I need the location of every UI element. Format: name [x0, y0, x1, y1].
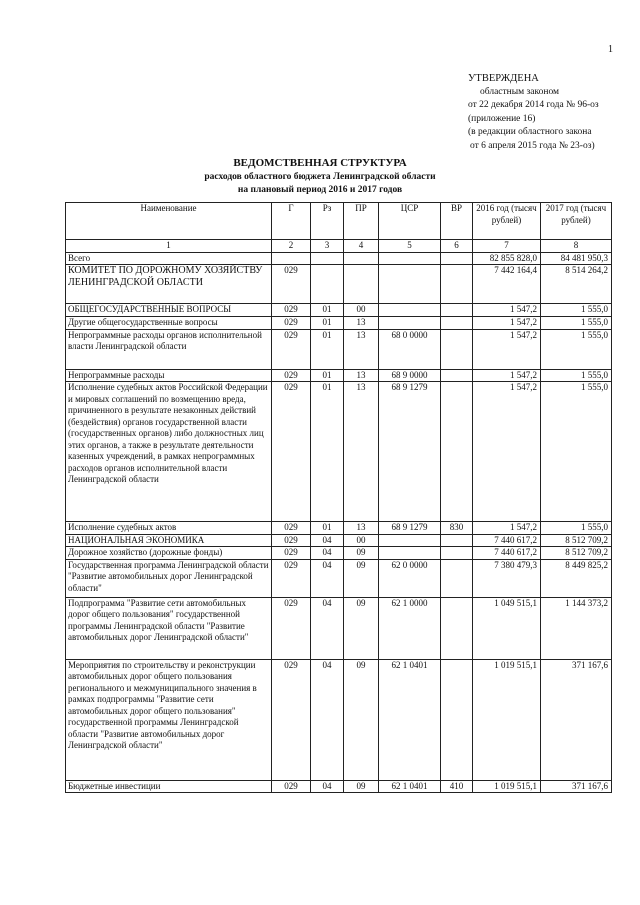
row-2017: 1 555,0: [541, 369, 612, 382]
row-pr: 09: [344, 547, 379, 560]
row-name: Бюджетные инвестиции: [66, 780, 272, 793]
row-vr: [441, 317, 473, 330]
row-pr: 09: [344, 780, 379, 793]
row-2016: 1 547,2: [473, 382, 541, 522]
row-csr: [379, 317, 441, 330]
table-row: [66, 317, 612, 330]
row-2017: 8 512 709,2: [541, 534, 612, 547]
row-rz: 04: [311, 780, 344, 793]
column-number: 8: [541, 240, 612, 253]
row-2016: 1 019 515,1: [473, 659, 541, 780]
row-g: 029: [272, 534, 311, 547]
row-vr: [441, 252, 473, 265]
row-pr: 00: [344, 534, 379, 547]
approval-line: от 22 декабря 2014 года № 96-оз: [468, 100, 599, 110]
column-number: 2: [272, 240, 311, 253]
row-rz: 01: [311, 304, 344, 317]
row-vr: [441, 369, 473, 382]
row-g: [272, 252, 311, 265]
document-title: ВЕДОМСТВЕННАЯ СТРУКТУРА: [233, 157, 407, 169]
row-2016: 7 380 479,3: [473, 559, 541, 597]
approval-line: (в редакции областного закона: [468, 127, 592, 137]
row-csr: [379, 304, 441, 317]
table-row: [66, 382, 612, 522]
row-2016: 1 547,2: [473, 369, 541, 382]
row-csr: 62 0 0000: [379, 559, 441, 597]
row-rz: 04: [311, 547, 344, 560]
header-2017: 2017 год (тысяч рублей): [541, 203, 612, 240]
row-2017: 1 144 373,2: [541, 597, 612, 659]
header-name: Наименование: [66, 203, 272, 240]
row-2017: 8 512 709,2: [541, 547, 612, 560]
row-pr: [344, 265, 379, 304]
row-g: 029: [272, 659, 311, 780]
row-csr: 68 0 0000: [379, 329, 441, 369]
row-csr: [379, 265, 441, 304]
column-number: 5: [379, 240, 441, 253]
row-g: 029: [272, 304, 311, 317]
document-period: на плановый период 2016 и 2017 годов: [237, 185, 403, 195]
row-2016: 82 855 828,0: [473, 252, 541, 265]
approval-line: УТВЕРЖДЕНА: [468, 73, 539, 84]
row-vr: [441, 382, 473, 522]
row-g: 029: [272, 559, 311, 597]
row-g: 029: [272, 522, 311, 535]
row-vr: [441, 265, 473, 304]
row-csr: 62 1 0401: [379, 780, 441, 793]
approval-stamp: [468, 72, 599, 153]
row-name: Государственная программа Ленинградской области "Развитие автомобильных дорог Ленинградской области": [66, 559, 272, 597]
column-number-row: [66, 240, 612, 253]
row-2016: 7 440 617,2: [473, 547, 541, 560]
row-vr: [441, 659, 473, 780]
header-row: [66, 203, 612, 240]
row-vr: 410: [441, 780, 473, 793]
row-name: КОМИТЕТ ПО ДОРОЖНОМУ ХОЗЯЙСТВУ ЛЕНИНГРАДСКОЙ ОБЛАСТИ: [66, 265, 272, 304]
row-rz: [311, 252, 344, 265]
row-name: Всего: [66, 252, 272, 265]
approval-line: областным законом: [480, 86, 560, 97]
table-row: [66, 534, 612, 547]
row-g: 029: [272, 780, 311, 793]
row-csr: 62 1 0000: [379, 597, 441, 659]
table-row: [66, 304, 612, 317]
table-row: [66, 522, 612, 535]
row-2017: 84 481 950,3: [541, 252, 612, 265]
table-row: [66, 559, 612, 597]
row-name: Дорожное хозяйство (дорожные фонды): [66, 547, 272, 560]
row-vr: [441, 304, 473, 317]
table-row: [66, 597, 612, 659]
row-pr: 09: [344, 559, 379, 597]
column-number: 1: [66, 240, 272, 253]
row-name: Исполнение судебных актов: [66, 522, 272, 535]
row-rz: 04: [311, 559, 344, 597]
row-2017: 371 167,6: [541, 659, 612, 780]
row-2016: 7 440 617,2: [473, 534, 541, 547]
row-name: ОБЩЕГОСУДАРСТВЕННЫЕ ВОПРОСЫ: [66, 304, 272, 317]
row-2017: 1 555,0: [541, 304, 612, 317]
approval-line: (приложение 16): [468, 113, 536, 124]
row-pr: 09: [344, 597, 379, 659]
header-vr: ВР: [441, 203, 473, 240]
approval-line: от 6 апреля 2015 года № 23-оз): [470, 140, 595, 151]
row-rz: 04: [311, 597, 344, 659]
header-rz: Рз: [311, 203, 344, 240]
column-number: 4: [344, 240, 379, 253]
row-csr: [379, 534, 441, 547]
row-csr: [379, 547, 441, 560]
row-rz: 01: [311, 382, 344, 522]
header-csr: ЦСР: [379, 203, 441, 240]
table-row: [66, 329, 612, 369]
row-2016: 1 547,2: [473, 522, 541, 535]
row-g: 029: [272, 317, 311, 330]
row-name: Другие общегосударственные вопросы: [66, 317, 272, 330]
row-pr: [344, 252, 379, 265]
row-pr: 13: [344, 382, 379, 522]
row-pr: 13: [344, 369, 379, 382]
row-name: Мероприятия по строительству и реконструкции автомобильных дорог общего пользования регионального и межмуниципального значения в рамках подпрограммы "Развитие сети автомобильных дорог общего пользования" государственной программы Ленинградской области "Развитие автомобильных дорог Ленинградской области": [66, 659, 272, 780]
row-csr: 62 1 0401: [379, 659, 441, 780]
table-row: [66, 265, 612, 304]
row-2016: 1 547,2: [473, 329, 541, 369]
table-row: [66, 252, 612, 265]
row-2017: 1 555,0: [541, 522, 612, 535]
row-2016: 1 049 515,1: [473, 597, 541, 659]
table-row: [66, 659, 612, 780]
row-rz: 01: [311, 317, 344, 330]
header-pr: ПР: [344, 203, 379, 240]
row-rz: 01: [311, 329, 344, 369]
row-2017: 1 555,0: [541, 382, 612, 522]
row-name: Непрограммные расходы органов исполнительной власти Ленинградской области: [66, 329, 272, 369]
row-name: Подпрограмма "Развитие сети автомобильных дорог общего пользования" государственной программы Ленинградской области "Развитие автомобильных дорог Ленинградской области": [66, 597, 272, 659]
row-csr: 68 9 1279: [379, 522, 441, 535]
row-2016: 1 547,2: [473, 317, 541, 330]
table-row: [66, 369, 612, 382]
row-pr: 09: [344, 659, 379, 780]
row-rz: [311, 265, 344, 304]
row-pr: 13: [344, 317, 379, 330]
row-2017: 371 167,6: [541, 780, 612, 793]
row-name: Непрограммные расходы: [66, 369, 272, 382]
row-vr: [441, 547, 473, 560]
row-vr: [441, 559, 473, 597]
row-vr: 830: [441, 522, 473, 535]
row-rz: 04: [311, 659, 344, 780]
table-row: [66, 780, 612, 793]
row-vr: [441, 534, 473, 547]
row-2017: 1 555,0: [541, 317, 612, 330]
row-2016: 7 442 164,4: [473, 265, 541, 304]
row-2016: 1 547,2: [473, 304, 541, 317]
row-vr: [441, 329, 473, 369]
row-rz: 04: [311, 534, 344, 547]
row-g: 029: [272, 369, 311, 382]
column-number: 3: [311, 240, 344, 253]
row-2016: 1 019 515,1: [473, 780, 541, 793]
column-number: 6: [441, 240, 473, 253]
row-csr: 68 9 0000: [379, 369, 441, 382]
page-number: 1: [608, 44, 613, 55]
row-g: 029: [272, 265, 311, 304]
row-csr: 68 9 1279: [379, 382, 441, 522]
header-2016: 2016 год (тысяч рублей): [473, 203, 541, 240]
row-pr: 00: [344, 304, 379, 317]
table-row: [66, 547, 612, 560]
row-rz: 01: [311, 522, 344, 535]
header-g: Г: [272, 203, 311, 240]
row-g: 029: [272, 329, 311, 369]
row-csr: [379, 252, 441, 265]
column-number: 7: [473, 240, 541, 253]
row-2017: 8 514 264,2: [541, 265, 612, 304]
row-pr: 13: [344, 329, 379, 369]
row-pr: 13: [344, 522, 379, 535]
row-vr: [441, 597, 473, 659]
row-rz: 01: [311, 369, 344, 382]
row-g: 029: [272, 382, 311, 522]
budget-table: [65, 202, 612, 793]
row-name: Исполнение судебных актов Российской Федерации и мировых соглашений по возмещению вреда, причиненного в результате незаконных действий (бездействия) органов государственной власти (государственных органов) либо должностных лиц этих органов, а также в результате деятельности казенных учреждений, в рамках непрограммных расходов органов исполнительной власти Ленинградской области: [66, 382, 272, 522]
row-g: 029: [272, 597, 311, 659]
row-g: 029: [272, 547, 311, 560]
row-name: НАЦИОНАЛЬНАЯ ЭКОНОМИКА: [66, 534, 272, 547]
row-2017: 1 555,0: [541, 329, 612, 369]
document-subtitle: расходов областного бюджета Ленинградской области: [204, 172, 436, 182]
row-2017: 8 449 825,2: [541, 559, 612, 597]
